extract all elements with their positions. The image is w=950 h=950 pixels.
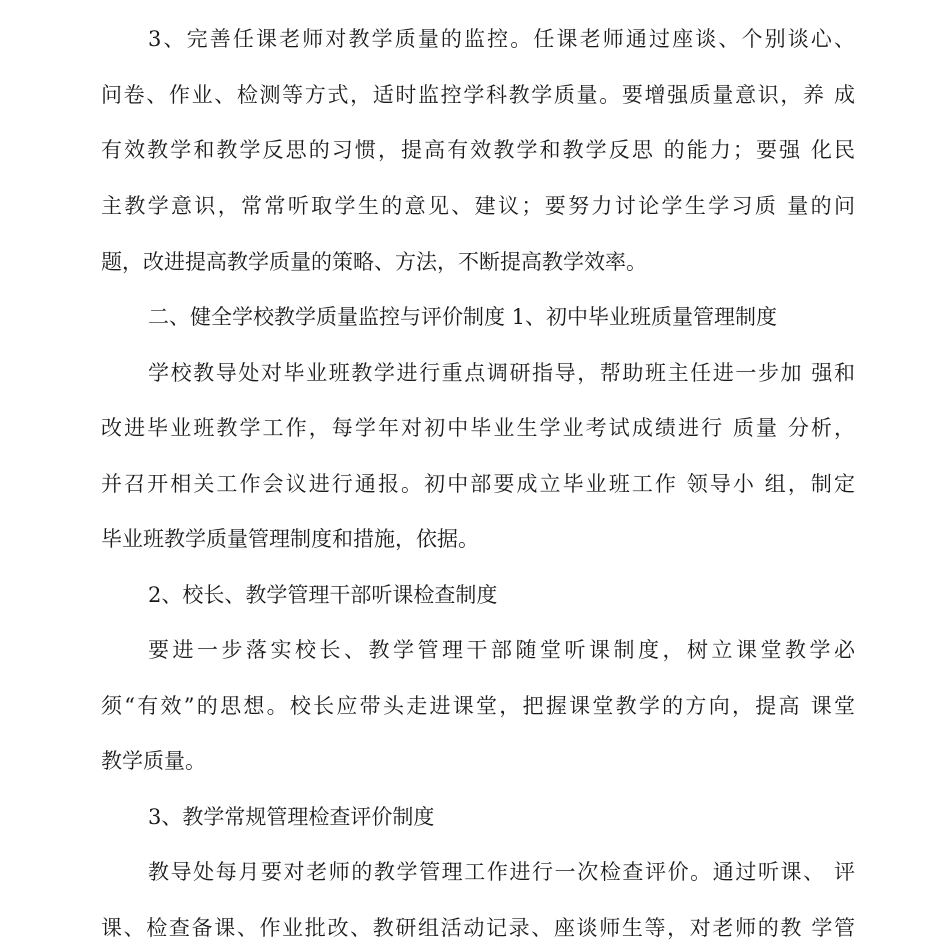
paragraph-line: 教导处每月要对老师的教学管理工作进行一次检查评价。通过听课、 评 [148, 860, 855, 884]
section-heading: 二、健全学校教学质量监控与评价制度 1、初中毕业班质量管理制度 [148, 305, 778, 329]
paragraph-line: 问卷、作业、检测等方式，适时监控学科教学质量。要增强质量意识，养 成 [101, 83, 855, 107]
paragraph-line: 题，改进提高教学质量的策略、方法，不断提高教学效率。 [101, 250, 647, 274]
paragraph-line: 并召开相关工作会议进行通报。初中部要成立毕业班工作 领导小 组，制定 [101, 472, 855, 496]
paragraph-line: 教学质量。 [101, 749, 206, 773]
paragraph-line: 学校教导处对毕业班教学进行重点调研指导，帮助班主任进一步加 强和 [148, 361, 855, 385]
paragraph-line: 主教学意识，常常听取学生的意见、建议；要努力讨论学生学习质 量的问 [101, 194, 855, 218]
section-heading: 2、校长、教学管理干部听课检查制度 [148, 583, 498, 607]
paragraph-line: 须“有效”的思想。校长应带头走进课堂，把握课堂教学的方向，提高 课堂 [101, 694, 855, 718]
paragraph-line: 毕业班教学质量管理制度和措施，依据。 [101, 527, 479, 551]
section-heading: 3、教学常规管理检查评价制度 [148, 805, 435, 829]
paragraph-line: 课、检查备课、作业批改、教研组活动记录、座谈师生等，对老师的教 学管 [101, 916, 855, 940]
paragraph-line: 3、完善任课老师对教学质量的监控。任课老师通过座谈、个别谈心、 [148, 27, 855, 51]
paragraph-line: 要进一步落实校长、教学管理干部随堂听课制度，树立课堂教学必 [148, 638, 855, 662]
paragraph-line: 有效教学和教学反思的习惯，提高有效教学和教学反思 的能力；要强 化民 [101, 138, 855, 162]
paragraph-line: 改进毕业班教学工作，每学年对初中毕业生学业考试成绩进行 质量 分析， [101, 416, 855, 440]
